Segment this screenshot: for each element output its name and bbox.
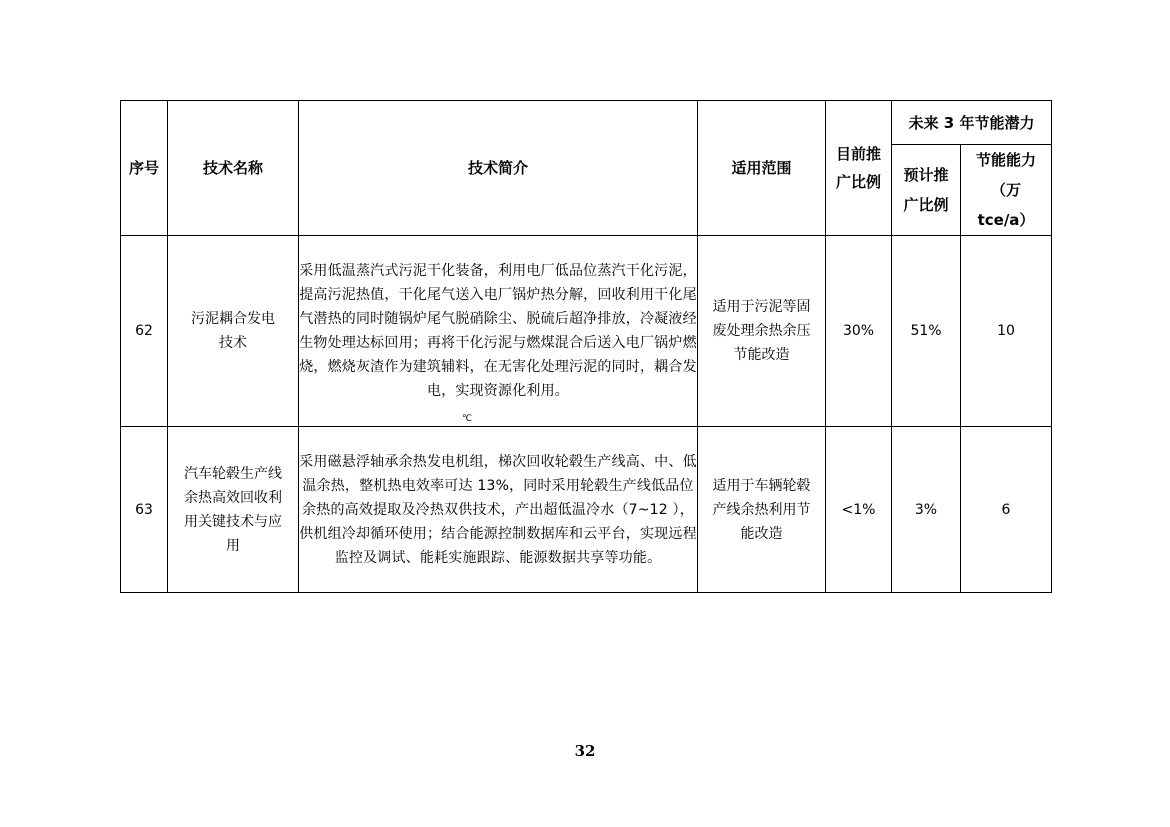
row-tech-intro: 采用磁悬浮轴承余热发电机组，梯次回收轮毂生产线高、中、低温余热，整机热电效率可达 13%，同时采用轮毂生产线低品位余热的高效提取及冷热双供技术，产出超低温冷水（7~12 ），供机组冷却循环使用；结合能源控制数据库和云平台，实现远程监控及调试、能耗实施跟踪、能源数据共享等功能。 [299,427,698,593]
header-seq: 序号 [121,101,168,236]
row-current-ratio: <1% [826,427,892,593]
table-row [121,427,1052,593]
row-saving-capacity: 10 [961,236,1052,427]
row-current-ratio: 30% [826,236,892,427]
table-row [121,236,1052,427]
header-future-potential: 未来 3 年节能潜力 [892,101,1052,145]
row-seq: 63 [121,427,168,593]
row-expected-ratio: 3% [892,427,961,593]
header-tech-name: 技术名称 [168,101,299,236]
page-number: 32 [574,742,596,760]
row-scope: 适用于污泥等固废处理余热余压节能改造 [698,236,826,427]
header-scope: 适用范围 [698,101,826,236]
technology-table [120,100,1052,593]
header-expected-ratio: 预计推广比例 [892,145,961,236]
header-current-ratio: 目前推广比例 [826,101,892,236]
row-saving-capacity: 6 [961,427,1052,593]
row-scope: 适用于车辆轮毂产线余热利用节能改造 [698,427,826,593]
header-tech-intro: 技术简介 [299,101,698,236]
table-header-row [121,101,1052,145]
row-tech-intro: 采用低温蒸汽式污泥干化装备，利用电厂低品位蒸汽干化污泥，提高污泥热值，干化尾气送入电厂锅炉热分解，回收利用干化尾气潜热的同时随锅炉尾气脱硝除尘、脱硫后超净排放，冷凝液经生物处理达标回用；再将干化污泥与燃煤混合后送入电厂锅炉燃烧，燃烧灰渣作为建筑辅料，在无害化处理污泥的同时，耦合发电，实现资源化利用。 [299,236,698,427]
row-expected-ratio: 51% [892,236,961,427]
header-saving-capacity: 节能能力（万 tce/a） [961,145,1052,236]
row-tech-name: 污泥耦合发电技术 [168,236,299,427]
stray-degree-mark: ℃ [462,414,473,424]
row-seq: 62 [121,236,168,427]
row-tech-name: 汽车轮毂生产线余热高效回收利用关键技术与应用 [168,427,299,593]
